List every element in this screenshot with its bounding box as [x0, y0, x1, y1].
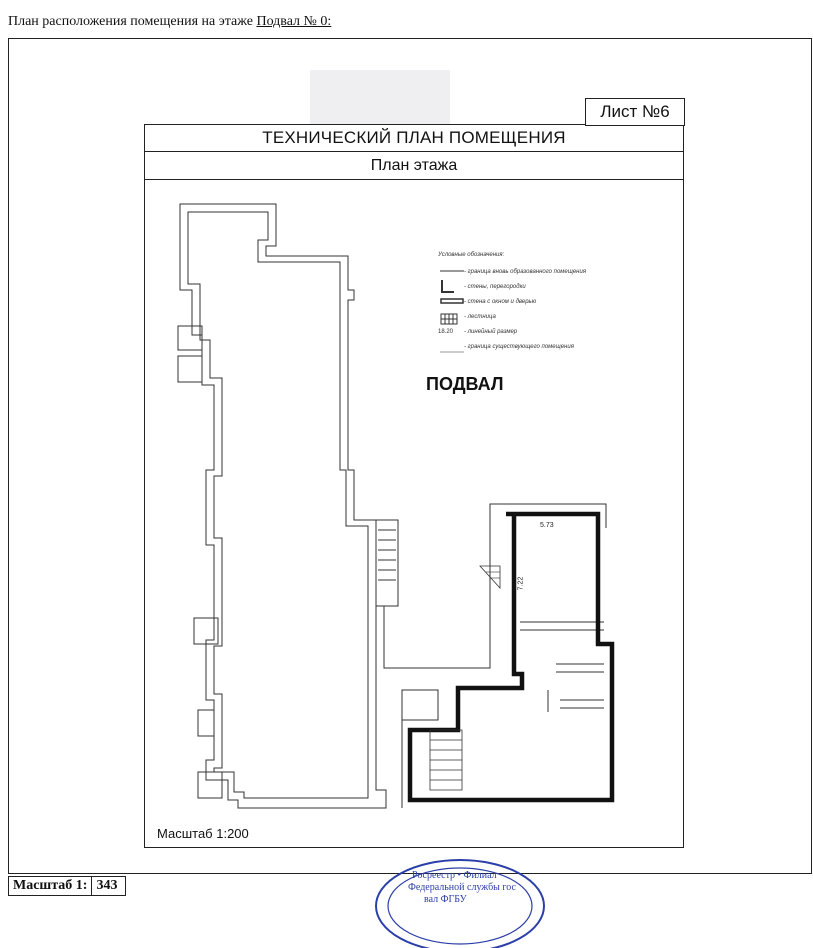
header-prefix: План расположения помещения на этаже: [8, 14, 253, 29]
legend-item: - стены, перегородки: [464, 283, 526, 290]
sheet-title: ТЕХНИЧЕСКИЙ ПЛАН ПОМЕЩЕНИЯ: [145, 125, 683, 152]
floor-name: ПОДВАЛ: [426, 374, 504, 394]
sheet-scale: Масштаб 1:200: [157, 826, 249, 841]
legend-item: - стена с окном и дверью: [464, 298, 537, 305]
dimension-height: 7.22: [517, 576, 525, 591]
sheet-number: Лист №6: [585, 98, 685, 126]
floor-link[interactable]: Подвал № 0:: [256, 14, 332, 29]
plan-lower-room: [402, 690, 438, 720]
new-premise-boundary: [410, 514, 612, 800]
legend-item: - граница вновь образованного помещения: [464, 268, 587, 275]
left-bay-4: [198, 710, 214, 736]
legend-dimension-sample: 18.20: [438, 328, 454, 335]
plan-corridor: [384, 504, 606, 668]
dimension-width: 5.73: [540, 522, 554, 529]
left-bay-1: [178, 326, 202, 350]
left-bay-2: [178, 356, 202, 382]
legend-item: - граница существующего помещения: [464, 343, 574, 350]
svg-text:Федеральной службы гос: Федеральной службы гос: [408, 882, 516, 893]
footer-scale: [8, 876, 126, 896]
seal-stamp: [372, 858, 548, 948]
lower-stairs: [430, 730, 462, 790]
svg-text:вал ФГБУ: вал ФГБУ: [424, 894, 467, 905]
left-bay-5: [198, 772, 222, 798]
footer-scale-value: 343: [92, 876, 126, 896]
legend-heading: Условные обозначения:: [438, 252, 505, 258]
svg-text:Росреестр • Филиал: Росреестр • Филиал: [412, 870, 497, 881]
plan-outline-left-room: [180, 204, 386, 808]
plan-inner-left-room: [188, 212, 368, 798]
middle-stairs-frame: [376, 520, 398, 606]
footer-scale-label: Масштаб 1:: [8, 876, 92, 896]
legend: [438, 252, 586, 354]
legend-item: 18.20 - линейный размер: [438, 328, 518, 335]
sheet-subtitle: План этажа: [145, 152, 683, 180]
legend-item: - лестница: [464, 313, 496, 320]
